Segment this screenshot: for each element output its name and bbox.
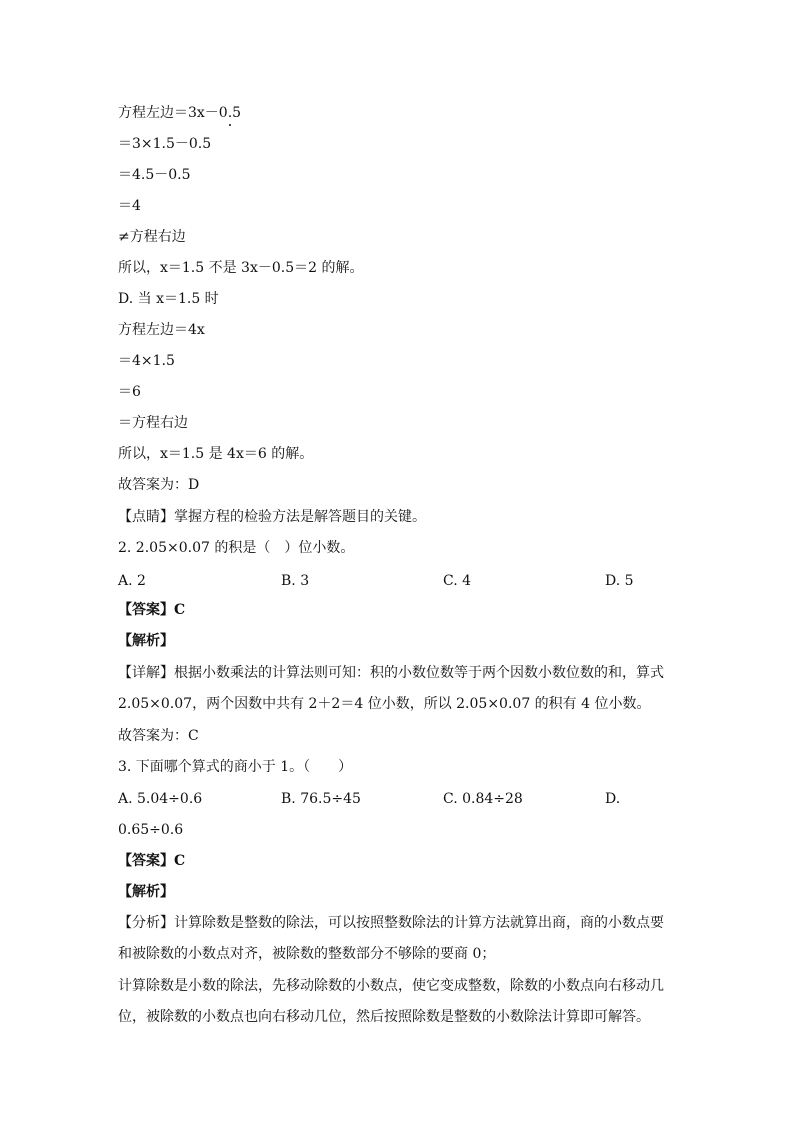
question-3-analysis: 位，被除数的小数点也向右移动几位，然后按照除数是整数的小数除法计算即可解答。 xyxy=(118,1009,650,1025)
question-2-option-a: A. 2 xyxy=(118,573,146,589)
solution-line: 所以，x＝1.5 不是 3x－0.5＝2 的解。 xyxy=(118,260,364,276)
solution-line: 方程左边＝3x－0.5 xyxy=(118,105,242,121)
stray-dot xyxy=(229,124,231,126)
question-3-answer: 【答案】C xyxy=(118,853,186,869)
solution-line: ＝4.5－0.5 xyxy=(118,167,191,183)
solution-line: ＝4 xyxy=(118,198,141,214)
solution-line: ＝方程右边 xyxy=(118,415,188,431)
question-2-analysis-label: 【解析】 xyxy=(118,633,174,649)
tip-paragraph: 【点睛】掌握方程的检验方法是解答题目的关键。 xyxy=(118,509,426,525)
question-2-stem: 2. 2.05×0.07 的积是（ ）位小数。 xyxy=(118,540,355,556)
question-2-answer: 【答案】C xyxy=(118,602,186,618)
question-3-analysis-label: 【解析】 xyxy=(118,884,174,900)
solution-line: D. 当 x＝1.5 时 xyxy=(118,291,219,307)
question-3-option-c: C. 0.84÷28 xyxy=(443,791,523,807)
question-2-option-b: B. 3 xyxy=(281,573,310,589)
question-3-option-d: D. xyxy=(605,791,621,807)
solution-line: 方程左边＝4x xyxy=(118,322,205,338)
question-2-detail: 2.05×0.07，两个因数中共有 2＋2＝4 位小数，所以 2.05×0.07 的积有 4 位小数。 xyxy=(118,696,651,712)
solution-line: ＝6 xyxy=(118,384,141,400)
solution-line: ＝3×1.5－0.5 xyxy=(118,136,212,152)
question-2-conclusion: 故答案为：C xyxy=(118,728,199,744)
solution-line: ≠方程右边 xyxy=(118,229,186,245)
question-2-detail: 【详解】根据小数乘法的计算法则可知：积的小数位数等于两个因数小数位数的和，算式 xyxy=(118,665,664,681)
question-2-option-d: D. 5 xyxy=(605,573,634,589)
question-3-option-a: A. 5.04÷0.6 xyxy=(118,791,203,807)
solution-line: ＝4×1.5 xyxy=(118,353,175,369)
question-3-stem: 3. 下面哪个算式的商小于 1。（ ） xyxy=(118,759,353,775)
question-3-option-b: B. 76.5÷45 xyxy=(281,791,361,807)
question-3-analysis: 和被除数的小数点对齐，被除数的整数部分不够除的要商 0； xyxy=(118,946,496,962)
question-3-option-d-value: 0.65÷0.6 xyxy=(118,822,184,838)
question-2-option-c: C. 4 xyxy=(443,573,472,589)
solution-line: 所以，x＝1.5 是 4x＝6 的解。 xyxy=(118,446,314,462)
question-3-analysis: 【分析】计算除数是整数的除法，可以按照整数除法的计算方法就算出商，商的小数点要 xyxy=(118,915,664,931)
question-3-analysis: 计算除数是小数的除法，先移动除数的小数点，使它变成整数，除数的小数点向右移动几 xyxy=(118,978,664,994)
solution-line: 故答案为：D xyxy=(118,477,200,493)
